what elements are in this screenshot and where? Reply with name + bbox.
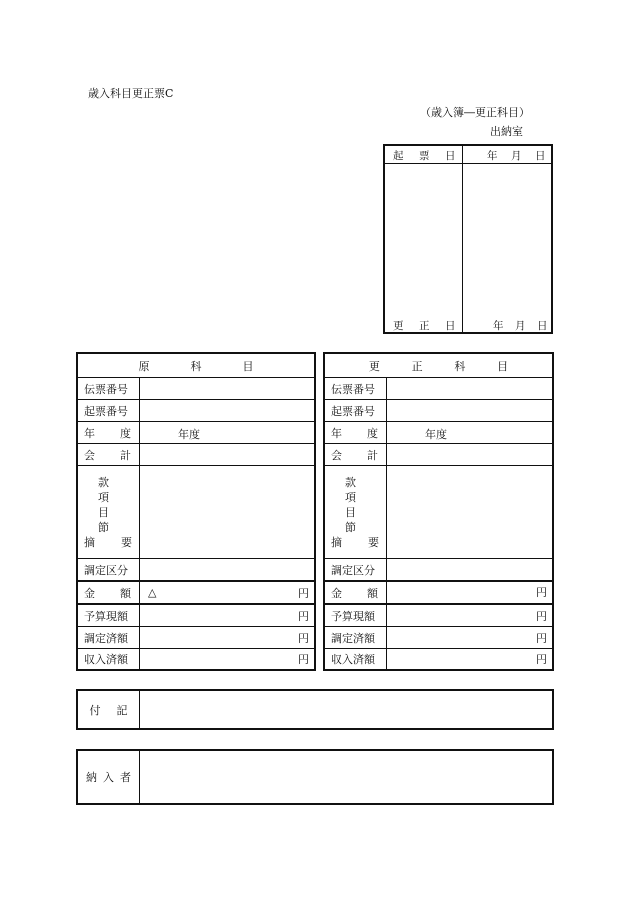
right-kaikei-field[interactable] <box>387 444 552 465</box>
left-denpyo-field[interactable] <box>140 378 314 399</box>
right-chotei-zumi-row: 調定済額 円 <box>325 627 552 649</box>
left-chotei-zumi-field[interactable]: 円 <box>298 631 309 645</box>
date-box <box>383 144 553 334</box>
left-shunyu-row: 収入済額 円 <box>78 649 314 669</box>
left-kaikei-row: 会 計 <box>78 444 314 466</box>
left-kan-field[interactable] <box>140 466 314 558</box>
form-subtitle: （歳入簿―更正科目） <box>420 106 530 119</box>
note-label: 付 記 <box>78 691 140 728</box>
right-nendo-field[interactable]: 年度 <box>425 428 447 441</box>
left-yosan-field[interactable]: 円 <box>298 609 309 623</box>
right-kihyo-row: 起票番号 <box>325 400 552 422</box>
payer-field[interactable] <box>140 751 552 803</box>
kihyo-year: 年 <box>487 150 498 162</box>
right-yosan-row: 予算現額 円 <box>325 605 552 627</box>
left-kihyo-field[interactable] <box>140 400 314 421</box>
right-yosan-field[interactable]: 円 <box>536 609 547 623</box>
kihyo-label-2: 票 <box>419 150 430 162</box>
right-chotei-kubun-row: 調定区分 <box>325 559 552 582</box>
left-chotei-kubun-field[interactable] <box>140 559 314 580</box>
right-kihyo-field[interactable] <box>387 400 552 421</box>
right-shunyu-row: 収入済額 円 <box>325 649 552 669</box>
right-kingaku-row: 金 額 円 <box>325 582 552 605</box>
kihyo-month: 月 <box>511 150 522 162</box>
left-chotei-zumi-row: 調定済額 円 <box>78 627 314 649</box>
kousei-month: 月 <box>515 320 526 332</box>
kousei-label-1: 更 <box>393 320 404 332</box>
left-denpyo-row: 伝票番号 <box>78 378 314 400</box>
left-kan-row: 款 項 目 節 摘 要 <box>78 466 314 559</box>
corrected-subject-table <box>323 352 554 671</box>
right-denpyo-row: 伝票番号 <box>325 378 552 400</box>
right-chotei-zumi-field[interactable]: 円 <box>536 631 547 645</box>
right-kan-field[interactable] <box>387 466 552 558</box>
left-nendo-field[interactable]: 年度 <box>178 428 200 441</box>
right-kingaku-field[interactable]: 円 <box>536 586 547 599</box>
left-shunyu-field[interactable]: 円 <box>298 653 309 666</box>
left-kaikei-field[interactable] <box>140 444 314 465</box>
form-title: 歳入科目更正票C <box>88 87 174 100</box>
kihyo-label-1: 起 <box>393 150 404 162</box>
kousei-day: 日 <box>537 320 548 332</box>
left-chotei-kubun-row: 調定区分 <box>78 559 314 582</box>
left-kingaku-field[interactable]: △ 円 <box>148 586 309 600</box>
kousei-year: 年 <box>493 320 504 332</box>
note-field[interactable] <box>140 691 552 728</box>
office-name: 出納室 <box>490 125 523 138</box>
left-kihyo-row: 起票番号 <box>78 400 314 422</box>
kousei-label-2: 正 <box>419 320 430 332</box>
kousei-label-3: 日 <box>445 320 456 332</box>
right-shunyu-field[interactable]: 円 <box>536 653 547 666</box>
kihyo-day: 日 <box>535 150 546 162</box>
payer-box <box>76 749 554 805</box>
left-kingaku-row: 金 額 △ 円 <box>78 582 314 605</box>
left-nendo-row: 年 度 年度 <box>78 422 314 444</box>
original-subject-table <box>76 352 316 671</box>
right-nendo-row: 年 度 年度 <box>325 422 552 444</box>
right-table-header: 更 正 科 目 <box>325 354 552 378</box>
left-table-header: 原 科 目 <box>78 354 314 378</box>
right-chotei-kubun-field[interactable] <box>387 559 552 580</box>
note-box <box>76 689 554 730</box>
right-kan-row: 款 項 目 節 摘 要 <box>325 466 552 559</box>
right-kaikei-row: 会 計 <box>325 444 552 466</box>
left-yosan-row: 予算現額 円 <box>78 605 314 627</box>
triangle-mark: △ <box>148 586 157 599</box>
payer-label: 納 入 者 <box>78 751 140 803</box>
kihyo-label-3: 日 <box>445 150 456 162</box>
right-denpyo-field[interactable] <box>387 378 552 399</box>
